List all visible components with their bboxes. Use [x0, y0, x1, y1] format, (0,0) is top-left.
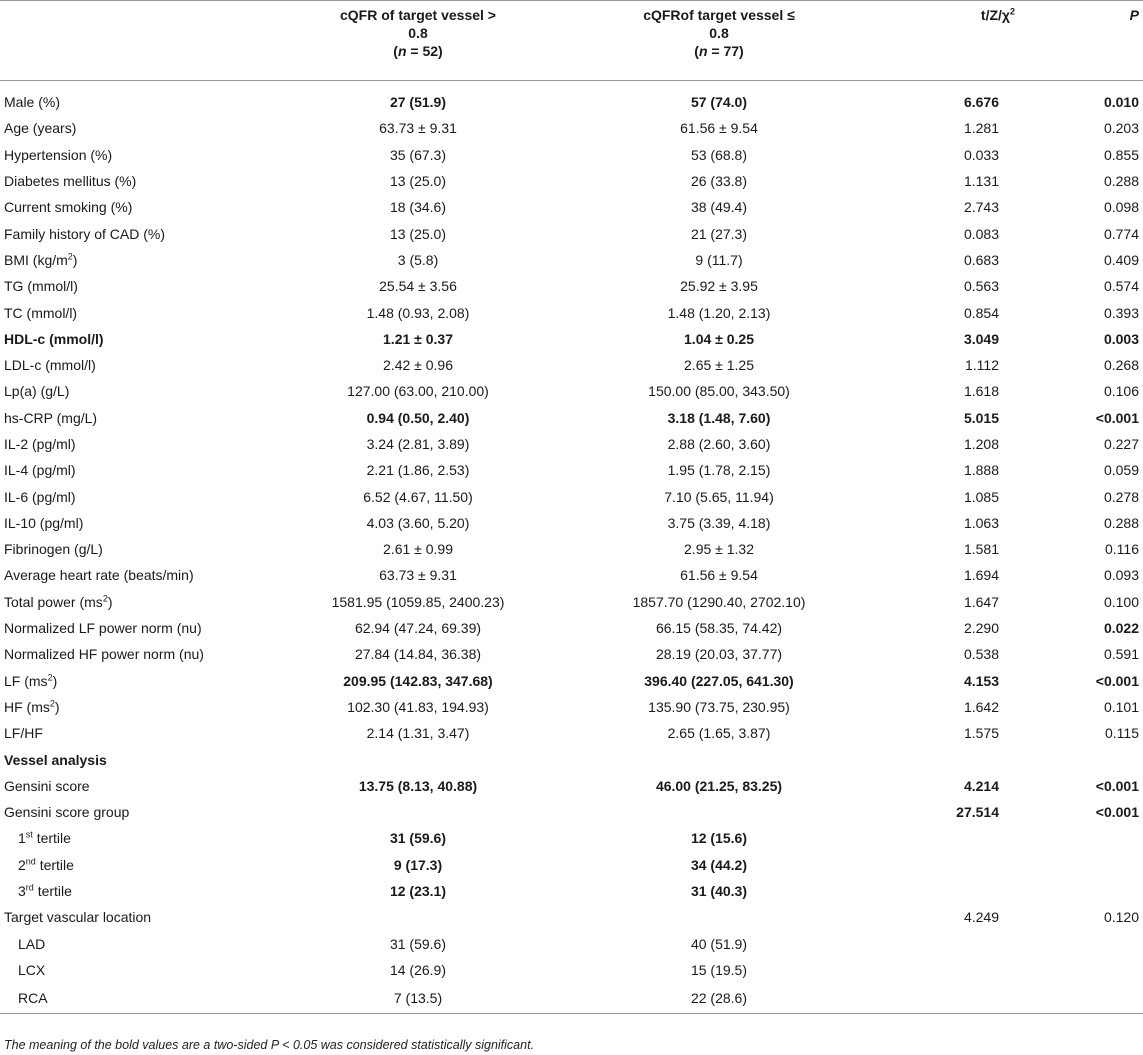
cell-statistic: 4.153	[963, 672, 999, 689]
cell-p-value	[1033, 931, 1143, 957]
cell-group1: 1.21 ± 0.37	[383, 330, 453, 347]
table-row	[0, 483, 1143, 509]
cell-group1	[281, 799, 555, 825]
cell-group2: 3.75 (3.39, 4.18)	[667, 514, 771, 531]
row-label	[0, 641, 281, 667]
cell-statistic: 1.112	[965, 357, 999, 374]
table-row	[0, 142, 1143, 168]
cell-statistic: 1.575	[963, 725, 999, 742]
cell-statistic	[883, 825, 1033, 851]
table-row	[0, 694, 1143, 720]
table-row	[0, 641, 1143, 667]
row-label-text: LCX	[18, 961, 46, 978]
table-row	[0, 352, 1143, 378]
row-label	[0, 378, 281, 404]
table-row	[0, 957, 1143, 983]
cell-p-value: 0.116	[1105, 541, 1139, 558]
table-header	[0, 1, 1143, 81]
row-label	[0, 720, 281, 746]
cell-group2: 2.65 ± 1.25	[684, 357, 754, 374]
cell-statistic: 5.015	[963, 409, 999, 426]
cell-p-value	[1033, 957, 1143, 983]
row-label-text: Normalized HF power norm (nu)	[4, 646, 204, 663]
row-label-text: Gensini score group	[4, 804, 130, 821]
cell-group1: 13.75 (8.13, 40.88)	[358, 777, 478, 794]
row-label-text: hs-CRP (mg/L)	[4, 409, 98, 426]
cell-group2: 28.19 (20.03, 37.77)	[655, 646, 783, 663]
header-group1	[281, 2, 555, 81]
cell-group2: 26 (33.8)	[690, 173, 748, 190]
row-label	[0, 405, 281, 431]
row-label-text: BMI (kg/m	[4, 251, 68, 268]
row-label-text: TC (mmol/l)	[4, 304, 78, 321]
row-label-sup: 2	[67, 251, 73, 262]
cell-statistic: 0.033	[963, 146, 999, 163]
cell-statistic: 1.647	[963, 593, 999, 610]
header-group2-n-open: (	[694, 43, 699, 59]
cell-p-value: <0.001	[1095, 409, 1139, 426]
cell-group2: 34 (44.2)	[690, 856, 748, 873]
row-label-suffix: )	[107, 593, 113, 610]
cell-group1: 0.94 (0.50, 2.40)	[366, 409, 470, 426]
table-row	[0, 746, 1143, 772]
cell-p-value: 0.288	[1103, 173, 1139, 190]
header-empty	[0, 2, 281, 81]
row-label-sup: 2	[49, 698, 55, 709]
cell-statistic: 27.514	[956, 804, 999, 821]
cell-group1: 14 (26.9)	[389, 961, 447, 978]
cell-p-value: 0.288	[1103, 514, 1139, 531]
cell-p-value: 0.227	[1103, 436, 1139, 452]
header-group1-line2: 0.8	[408, 25, 428, 41]
row-label	[0, 957, 281, 983]
cell-group1: 27 (51.9)	[389, 94, 447, 111]
row-label	[0, 773, 281, 799]
row-label-suffix: )	[54, 698, 60, 715]
row-label-sup: 2	[102, 593, 108, 604]
cell-group2: 25.92 ± 3.95	[680, 278, 758, 295]
table-row	[0, 536, 1143, 562]
cell-group1: 2.14 (1.31, 3.47)	[366, 725, 470, 742]
row-label-text: Vessel analysis	[4, 751, 107, 768]
row-label	[0, 142, 281, 168]
cell-group1: 62.94 (47.24, 69.39)	[354, 620, 482, 637]
row-label	[0, 589, 281, 615]
header-group1-n-open: (	[393, 43, 398, 59]
cell-statistic: 1.063	[963, 514, 999, 531]
row-label-text: 2	[18, 856, 26, 873]
cell-statistic	[883, 746, 1033, 772]
cell-group1: 2.42 ± 0.96	[383, 357, 453, 374]
cell-p-value: 0.774	[1103, 225, 1139, 242]
table-row	[0, 615, 1143, 641]
cell-p-value	[1033, 825, 1143, 851]
table-body	[0, 81, 1143, 1014]
table-row	[0, 668, 1143, 694]
cell-statistic: 6.676	[963, 94, 999, 111]
cell-statistic: 0.854	[963, 304, 999, 321]
row-label	[0, 852, 281, 878]
row-label	[0, 562, 281, 588]
cell-p-value: 0.059	[1103, 462, 1139, 479]
row-label	[0, 194, 281, 220]
row-label-text: 1	[18, 830, 26, 847]
table-row	[0, 510, 1143, 536]
cell-group2: 12 (15.6)	[690, 830, 748, 847]
cell-p-value: <0.001	[1095, 804, 1139, 821]
cell-group2: 3.18 (1.48, 7.60)	[667, 409, 771, 426]
table-footnote: The meaning of the bold values are a two-sided P < 0.05 was considered statistically significant.	[4, 1038, 535, 1052]
cell-group2: 396.40 (227.05, 641.30)	[644, 672, 794, 689]
header-statistic	[883, 2, 1033, 81]
row-label-text: LF/HF	[4, 725, 43, 742]
cell-group2	[555, 746, 883, 772]
cell-group1: 2.21 (1.86, 2.53)	[366, 462, 470, 479]
row-label	[0, 352, 281, 378]
cell-p-value: 0.268	[1103, 357, 1139, 374]
cell-group2: 40 (51.9)	[690, 935, 748, 952]
row-label	[0, 299, 281, 325]
cell-statistic	[883, 852, 1033, 878]
cell-p-value: 0.393	[1103, 304, 1139, 321]
row-label	[0, 483, 281, 509]
cell-group2: 22 (28.6)	[555, 983, 883, 1014]
row-label-suffix: tertile	[33, 883, 72, 900]
table-row	[0, 431, 1143, 457]
cell-statistic: 1.208	[963, 436, 999, 452]
row-label-text: LAD	[18, 935, 46, 952]
cell-group2: 150.00 (85.00, 343.50)	[648, 383, 790, 400]
row-label	[0, 326, 281, 352]
row-label	[0, 220, 281, 246]
cell-p-value: 0.120	[1103, 909, 1139, 926]
row-label-text: Age (years)	[4, 120, 77, 137]
cell-group2: 53 (68.8)	[690, 146, 748, 163]
cell-group1: 209.95 (142.83, 347.68)	[343, 672, 493, 689]
cell-group1	[281, 904, 555, 930]
cell-statistic: 1.131	[963, 173, 999, 190]
cell-p-value: 0.574	[1103, 278, 1139, 295]
row-label-sup: 2	[47, 672, 53, 683]
cell-group2: 2.65 (1.65, 3.87)	[667, 725, 771, 742]
row-label	[0, 168, 281, 194]
cell-group2: 2.88 (2.60, 3.60)	[667, 436, 771, 452]
row-label-text: Family history of CAD (%)	[4, 225, 166, 242]
table-row	[0, 773, 1143, 799]
table-row	[0, 562, 1143, 588]
row-label-text: 3	[18, 883, 26, 900]
row-label-text: IL-2 (pg/ml)	[4, 436, 76, 452]
cell-group1: 3 (5.8)	[397, 251, 439, 268]
table-row	[0, 904, 1143, 930]
cell-p-value: 0.101	[1103, 698, 1139, 715]
cell-group1: 13 (25.0)	[389, 173, 447, 190]
table-row	[0, 168, 1143, 194]
cell-group2: 38 (49.4)	[690, 199, 748, 216]
table-row	[0, 247, 1143, 273]
cell-p-value: 0.409	[1103, 251, 1139, 268]
cell-group1: 3.24 (2.81, 3.89)	[366, 436, 470, 452]
row-label-text: TG (mmol/l)	[4, 278, 78, 295]
header-group2-n-value: = 77)	[707, 43, 744, 59]
header-statistic-label: t/Z/χ	[980, 7, 1010, 23]
row-label	[0, 273, 281, 299]
cell-statistic: 0.683	[963, 251, 999, 268]
cell-group1: 13 (25.0)	[389, 225, 447, 242]
cell-p-value: 0.855	[1103, 146, 1139, 163]
cell-group2: 1857.70 (1290.40, 2702.10)	[632, 593, 806, 610]
table-row	[0, 878, 1143, 904]
header-group1-line1: cQFR of target vessel >	[339, 7, 496, 23]
cell-p-value: 0.106	[1103, 383, 1139, 400]
table-row	[0, 299, 1143, 325]
cell-statistic: 1.618	[963, 383, 999, 400]
cell-group1: 63.73 ± 9.31	[379, 567, 457, 584]
cell-p-value: 0.010	[1103, 94, 1139, 111]
cell-group2: 15 (19.5)	[690, 961, 748, 978]
header-group2-line1: cQFRof target vessel ≤	[643, 7, 795, 23]
header-group1-n: n	[397, 43, 407, 59]
cell-group2: 61.56 ± 9.54	[680, 567, 758, 584]
cell-group2: 1.48 (1.20, 2.13)	[667, 304, 771, 321]
cell-statistic: 1.281	[963, 120, 999, 137]
row-label	[0, 694, 281, 720]
table-row	[0, 326, 1143, 352]
table-row	[0, 405, 1143, 431]
cell-group2: 61.56 ± 9.54	[680, 120, 758, 137]
cell-group1: 18 (34.6)	[389, 199, 447, 216]
table-row	[0, 799, 1143, 825]
cell-p-value: <0.001	[1095, 672, 1139, 689]
row-label-sup: nd	[25, 856, 36, 867]
cell-group1: 31 (59.6)	[389, 935, 447, 952]
cell-group1: 35 (67.3)	[389, 146, 447, 163]
row-label-text: RCA	[18, 990, 48, 1007]
cell-statistic	[883, 931, 1033, 957]
cell-group1: 1.48 (0.93, 2.08)	[366, 304, 470, 321]
cell-group1: 2.61 ± 0.99	[383, 541, 453, 558]
row-label	[0, 81, 281, 116]
row-label	[0, 983, 281, 1014]
header-statistic-sup: 2	[1009, 6, 1015, 17]
cell-statistic: 1.642	[963, 698, 999, 715]
cell-group2: 21 (27.3)	[690, 225, 748, 242]
row-label-sup: st	[25, 829, 33, 840]
cell-p-value: 0.115	[1105, 725, 1139, 742]
row-label	[0, 536, 281, 562]
row-label-text: IL-6 (pg/ml)	[4, 488, 76, 505]
cell-group2: 1.04 ± 0.25	[684, 330, 754, 347]
cell-group1: 27.84 (14.84, 36.38)	[354, 646, 482, 663]
cell-group1: 7 (13.5)	[281, 983, 555, 1014]
cell-statistic	[883, 878, 1033, 904]
cell-statistic: 0.538	[963, 646, 999, 663]
cell-p-value: 0.278	[1103, 488, 1139, 505]
cell-group2: 46.00 (21.25, 83.25)	[655, 777, 783, 794]
row-label	[0, 247, 281, 273]
cell-p-value: <0.001	[1095, 777, 1139, 794]
table-row	[0, 825, 1143, 851]
row-label-text: Target vascular location	[4, 909, 152, 926]
table-row	[0, 457, 1143, 483]
table-row	[0, 852, 1143, 878]
cell-group1: 127.00 (63.00, 210.00)	[347, 383, 489, 400]
row-label-text: HDL-c (mmol/l)	[4, 330, 104, 347]
cell-statistic: 0.563	[963, 278, 999, 295]
header-group1-n-value: = 52)	[406, 43, 443, 59]
cell-statistic: 1.888	[963, 462, 999, 479]
table-row	[0, 194, 1143, 220]
cell-statistic	[883, 983, 1033, 1014]
row-label-text: Normalized LF power norm (nu)	[4, 620, 202, 637]
cell-p-value	[1033, 852, 1143, 878]
row-label-text: Total power (ms	[4, 593, 103, 610]
cell-p-value: 0.591	[1103, 646, 1139, 663]
cell-p-value: 0.093	[1103, 567, 1139, 584]
row-label-text: Diabetes mellitus (%)	[4, 173, 137, 190]
cell-group2: 1.95 (1.78, 2.15)	[667, 462, 771, 479]
cell-group1: 6.52 (4.67, 11.50)	[363, 488, 473, 505]
cell-statistic: 1.085	[963, 488, 999, 505]
cell-p-value: 0.003	[1103, 330, 1139, 347]
row-label-text: Fibrinogen (g/L)	[4, 541, 103, 558]
cell-group1: 25.54 ± 3.56	[379, 278, 457, 295]
header-group2	[555, 2, 883, 81]
table-row	[0, 720, 1143, 746]
row-label-text: Average heart rate (beats/min)	[4, 567, 194, 584]
cell-statistic: 4.214	[963, 777, 999, 794]
cell-group2: 135.90 (73.75, 230.95)	[648, 698, 790, 715]
cell-statistic: 0.083	[963, 225, 999, 242]
cell-group2	[555, 799, 883, 825]
row-label-text: HF (ms	[4, 698, 50, 715]
row-label-text: Male (%)	[4, 94, 61, 111]
cell-group1: 4.03 (3.60, 5.20)	[366, 514, 470, 531]
cell-statistic: 1.581	[963, 541, 999, 558]
cell-p-value	[1033, 878, 1143, 904]
table-row	[0, 115, 1143, 141]
cell-statistic: 2.743	[963, 199, 999, 216]
row-label	[0, 878, 281, 904]
cell-statistic: 3.049	[963, 330, 999, 347]
row-label-text: LDL-c (mmol/l)	[4, 357, 96, 374]
row-label-suffix: tertile	[35, 856, 74, 873]
cell-group1	[281, 746, 555, 772]
cell-p-value: 0.203	[1103, 120, 1139, 137]
cell-statistic: 1.694	[963, 567, 999, 584]
table-row	[0, 931, 1143, 957]
cell-group2: 9 (11.7)	[695, 251, 743, 268]
header-group2-n: n	[698, 43, 708, 59]
row-label-text: IL-10 (pg/ml)	[4, 514, 84, 531]
cell-group1: 102.30 (41.83, 194.93)	[347, 698, 489, 715]
cell-group2: 31 (40.3)	[690, 883, 748, 900]
cell-group2: 7.10 (5.65, 11.94)	[664, 488, 774, 505]
cell-p-value	[1033, 983, 1143, 1014]
header-row	[0, 2, 1143, 81]
row-label	[0, 457, 281, 483]
row-label-text: Hypertension (%)	[4, 146, 113, 163]
row-label	[0, 668, 281, 694]
row-label	[0, 431, 281, 457]
table-row	[0, 220, 1143, 246]
cell-group1: 9 (17.3)	[393, 856, 443, 873]
header-group2-line2: 0.8	[709, 25, 729, 41]
table-row	[0, 589, 1143, 615]
cell-group1: 63.73 ± 9.31	[379, 120, 457, 137]
header-p-value: P	[1033, 2, 1143, 81]
cell-p-value: 0.022	[1103, 620, 1139, 637]
row-label-sup: rd	[25, 882, 34, 893]
row-label-text: IL-4 (pg/ml)	[4, 462, 76, 479]
cell-group2: 2.95 ± 1.32	[684, 541, 754, 558]
cell-statistic	[883, 957, 1033, 983]
row-label-text: Gensini score	[4, 777, 90, 794]
row-label-suffix: )	[52, 672, 58, 689]
table-row	[0, 378, 1143, 404]
row-label	[0, 799, 281, 825]
cell-p-value: 0.098	[1103, 199, 1139, 216]
row-label-text: Lp(a) (g/L)	[4, 383, 70, 400]
row-label	[0, 615, 281, 641]
row-label-suffix: tertile	[32, 830, 71, 847]
cell-p-value: 0.100	[1103, 593, 1139, 610]
cell-group1: 31 (59.6)	[389, 830, 447, 847]
table-row	[0, 273, 1143, 299]
cell-group1: 12 (23.1)	[389, 883, 447, 900]
table-row	[0, 983, 1143, 1014]
cell-group2	[555, 904, 883, 930]
cell-statistic: 2.290	[963, 620, 999, 637]
row-label-text: Current smoking (%)	[4, 199, 133, 216]
row-label	[0, 746, 281, 772]
row-label	[0, 510, 281, 536]
table-row	[0, 81, 1143, 116]
row-label	[0, 931, 281, 957]
cell-group1: 1581.95 (1059.85, 2400.23)	[331, 593, 505, 610]
row-label	[0, 115, 281, 141]
cell-p-value	[1033, 746, 1143, 772]
cell-group2: 57 (74.0)	[690, 94, 748, 111]
row-label-suffix: )	[72, 251, 78, 268]
cell-group2: 66.15 (58.35, 74.42)	[655, 620, 783, 637]
cell-statistic: 4.249	[963, 909, 999, 926]
row-label	[0, 904, 281, 930]
row-label-text: LF (ms	[4, 672, 48, 689]
row-label	[0, 825, 281, 851]
